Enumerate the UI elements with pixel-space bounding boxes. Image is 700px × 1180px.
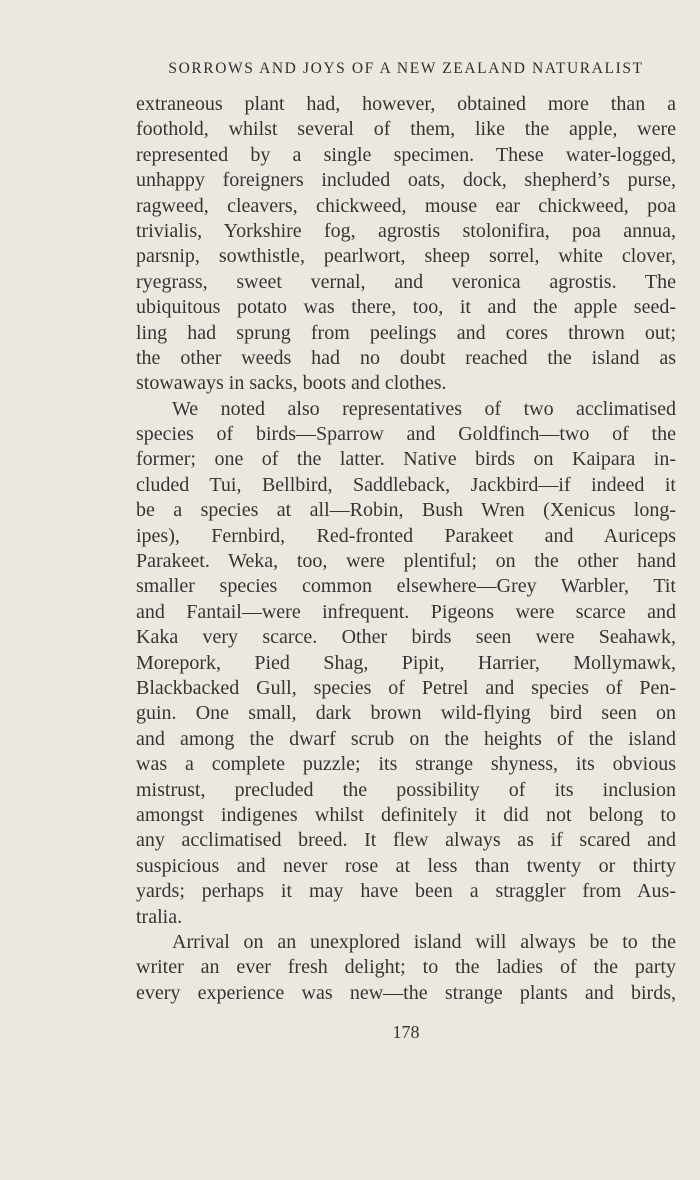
text-line: and Fantail—were infrequent. Pigeons were scarce and [136,600,676,623]
paragraph-start-line: We noted also representatives of two acclimatised [172,397,676,420]
text-line: Blackbacked Gull, species of Petrel and species of Pen- [136,676,676,699]
text-line: Parakeet. Weka, too, were plentiful; on the other hand [136,550,676,573]
text-line: trivialis, Yorkshire fog, agrostis stolonifira, poa annua, [136,219,676,242]
text-line: extraneous plant had, however, obtained more than a [136,93,676,115]
text-line: foothold, whilst several of them, like the apple, were [136,118,676,141]
text-line: guin. One small, dark brown wild-flying bird seen on [136,702,676,725]
text-line: writer an ever fresh delight; to the ladies of the party [136,956,676,979]
text-line: unhappy foreigners included oats, dock, shepherd’s purse, [136,169,676,192]
text-line: smaller species common elsewhere—Grey Warbler, Tit [136,575,676,598]
text-line: was a complete puzzle; its strange shyness, its obvious [136,753,676,776]
text-line: parsnip, sowthistle, pearlwort, sheep sorrel, white clover, [136,245,676,268]
text-line: Morepork, Pied Shag, Pipit, Harrier, Mollymawk, [136,651,676,674]
text-line: yards; perhaps it may have been a straggler from Aus- [136,880,676,903]
page-number: 178 [392,1022,420,1042]
text-line: former; one of the latter. Native birds on Kaipara in- [136,448,676,471]
text-line: ipes), Fernbird, Red-fronted Parakeet and Auriceps [136,524,676,547]
text-line: Kaka very scarce. Other birds seen were Seahawk, [136,626,676,649]
text-line: ragweed, cleavers, chickweed, mouse ear chickweed, poa [136,194,676,217]
text-line: suspicious and never rose at less than twenty or thirty [136,854,676,877]
text-line: every experience was new—the strange plants and birds, [136,981,676,1004]
text-line: mistrust, precluded the possibility of its inclusion [136,778,676,801]
paragraph-start-line: Arrival on an unexplored island will always be to the [172,930,676,953]
text-line: tralia. [136,905,183,928]
text-line: stowaways in sacks, boots and clothes. [136,372,447,395]
body-text [136,92,676,1006]
text-line: the other weeds had no doubt reached the island as [136,346,676,369]
text-line: amongst indigenes whilst definitely it did not belong to [136,803,676,826]
running-head: SORROWS AND JOYS OF A NEW ZEALAND NATURALIST [168,60,644,77]
text-line: represented by a single specimen. These water-logged, [136,143,676,166]
text-line: any acclimatised breed. It flew always as if scared and [136,829,676,852]
text-line: ubiquitous potato was there, too, it and the apple seed- [136,296,676,319]
text-line: cluded Tui, Bellbird, Saddleback, Jackbird—if indeed it [136,473,676,496]
text-line: species of birds—Sparrow and Goldfinch—two of the [136,423,676,446]
text-line: be a species at all—Robin, Bush Wren (Xenicus long- [136,499,676,522]
text-line: ling had sprung from peelings and cores thrown out; [136,321,676,344]
text-line: and among the dwarf scrub on the heights of the island [136,727,676,750]
text-line: ryegrass, sweet vernal, and veronica agrostis. The [136,270,676,293]
